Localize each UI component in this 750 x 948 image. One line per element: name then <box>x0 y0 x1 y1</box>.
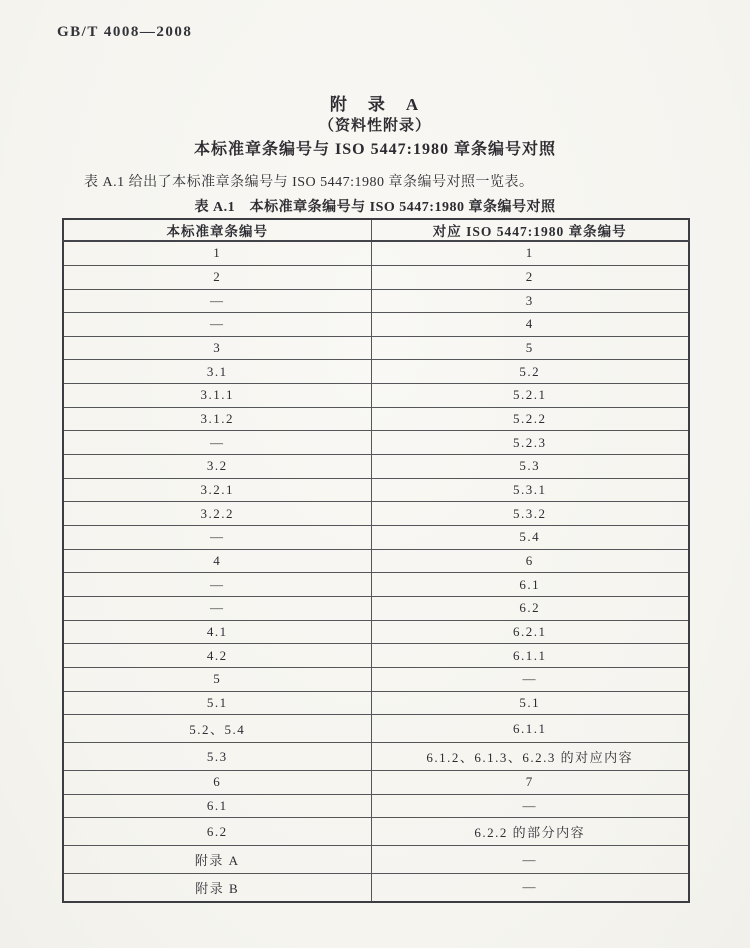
table-cell: 附录 B <box>63 873 371 902</box>
table-row <box>63 644 689 668</box>
table-row <box>63 573 689 597</box>
table-row <box>63 313 689 337</box>
table-row <box>63 794 689 818</box>
table-row <box>63 407 689 431</box>
table-cell: 6.1.1 <box>371 715 689 743</box>
table-caption: 表 A.1 本标准章条编号与 ISO 5447:1980 章条编号对照 <box>194 200 556 215</box>
table-row <box>63 743 689 771</box>
table-cell: 5.3.1 <box>371 478 689 502</box>
table-cell: 3.1.2 <box>63 407 371 431</box>
table-cell: 5.2 <box>371 360 689 384</box>
table-row <box>63 818 689 846</box>
table-cell: 5.3 <box>371 455 689 479</box>
table-cell: 5 <box>371 336 689 360</box>
table-cell: — <box>371 668 689 692</box>
table-row <box>63 620 689 644</box>
table-cell: 3.1.1 <box>63 384 371 408</box>
table-row <box>63 265 689 289</box>
clause-mapping-table <box>62 218 690 903</box>
table-row <box>63 597 689 621</box>
table-cell: 5 <box>63 668 371 692</box>
table-cell: — <box>63 313 371 337</box>
table-row <box>63 691 689 715</box>
table-cell: 6.2 <box>63 818 371 846</box>
table-cell: 3.2 <box>63 455 371 479</box>
table-row <box>63 846 689 874</box>
table-cell: 5.2、5.4 <box>63 715 371 743</box>
column-header-gb-clause: 本标准章条编号 <box>63 219 371 241</box>
table-row <box>63 502 689 526</box>
table-cell: 6 <box>371 549 689 573</box>
table-cell: — <box>63 573 371 597</box>
column-header-iso-clause: 对应 ISO 5447:1980 章条编号 <box>371 219 689 241</box>
table-cell: — <box>63 431 371 455</box>
table-row <box>63 715 689 743</box>
table-cell: 3.2.2 <box>63 502 371 526</box>
table-cell: 6.1 <box>63 794 371 818</box>
table-row <box>63 526 689 550</box>
intro-paragraph: 表 A.1 给出了本标准章条编号与 ISO 5447:1980 章条编号对照一览表。 <box>84 175 534 190</box>
table-cell: 5.1 <box>63 691 371 715</box>
table-body <box>63 241 689 902</box>
table-cell: 6.2.2 的部分内容 <box>371 818 689 846</box>
table-cell: — <box>63 597 371 621</box>
table-cell: — <box>63 289 371 313</box>
table-cell: 4.2 <box>63 644 371 668</box>
appendix-subtitle: （资料性附录） <box>318 118 431 134</box>
appendix-title: 附 录 A <box>329 95 421 114</box>
table-cell: 3 <box>371 289 689 313</box>
table-cell: 5.2.3 <box>371 431 689 455</box>
table-row <box>63 431 689 455</box>
table-row <box>63 336 689 360</box>
table-cell: 5.1 <box>371 691 689 715</box>
table-cell: 5.3.2 <box>371 502 689 526</box>
table-cell: 6.1 <box>371 573 689 597</box>
table-cell: — <box>371 873 689 902</box>
table-row <box>63 360 689 384</box>
table-cell: 3.2.1 <box>63 478 371 502</box>
table-cell: 3.1 <box>63 360 371 384</box>
table-cell: — <box>63 526 371 550</box>
table-cell: 1 <box>371 241 689 265</box>
table-cell: 4 <box>63 549 371 573</box>
table-row <box>63 478 689 502</box>
table-row <box>63 289 689 313</box>
table-cell: 5.4 <box>371 526 689 550</box>
table-row <box>63 873 689 902</box>
standard-number: GB/T 4008—2008 <box>57 24 193 40</box>
table-cell: 6.2 <box>371 597 689 621</box>
table-cell: 6.1.1 <box>371 644 689 668</box>
table-row <box>63 384 689 408</box>
table-cell: 2 <box>63 265 371 289</box>
table-cell: 6 <box>63 770 371 794</box>
table-cell: 2 <box>371 265 689 289</box>
table-cell: 6.2.1 <box>371 620 689 644</box>
table-header-row <box>63 219 689 241</box>
appendix-heading: 本标准章条编号与 ISO 5447:1980 章条编号对照 <box>194 141 556 158</box>
table-cell: 6.1.2、6.1.3、6.2.3 的对应内容 <box>371 743 689 771</box>
table-cell: 4 <box>371 313 689 337</box>
table-cell: 附录 A <box>63 846 371 874</box>
table-cell: 1 <box>63 241 371 265</box>
table-row <box>63 549 689 573</box>
table-row <box>63 770 689 794</box>
table-cell: — <box>371 794 689 818</box>
table-cell: 5.2.1 <box>371 384 689 408</box>
table-cell: — <box>371 846 689 874</box>
table-cell: 5.3 <box>63 743 371 771</box>
table-cell: 7 <box>371 770 689 794</box>
table-row <box>63 455 689 479</box>
table-row <box>63 668 689 692</box>
table-cell: 4.1 <box>63 620 371 644</box>
table-cell: 5.2.2 <box>371 407 689 431</box>
table-cell: 3 <box>63 336 371 360</box>
table-row <box>63 241 689 265</box>
